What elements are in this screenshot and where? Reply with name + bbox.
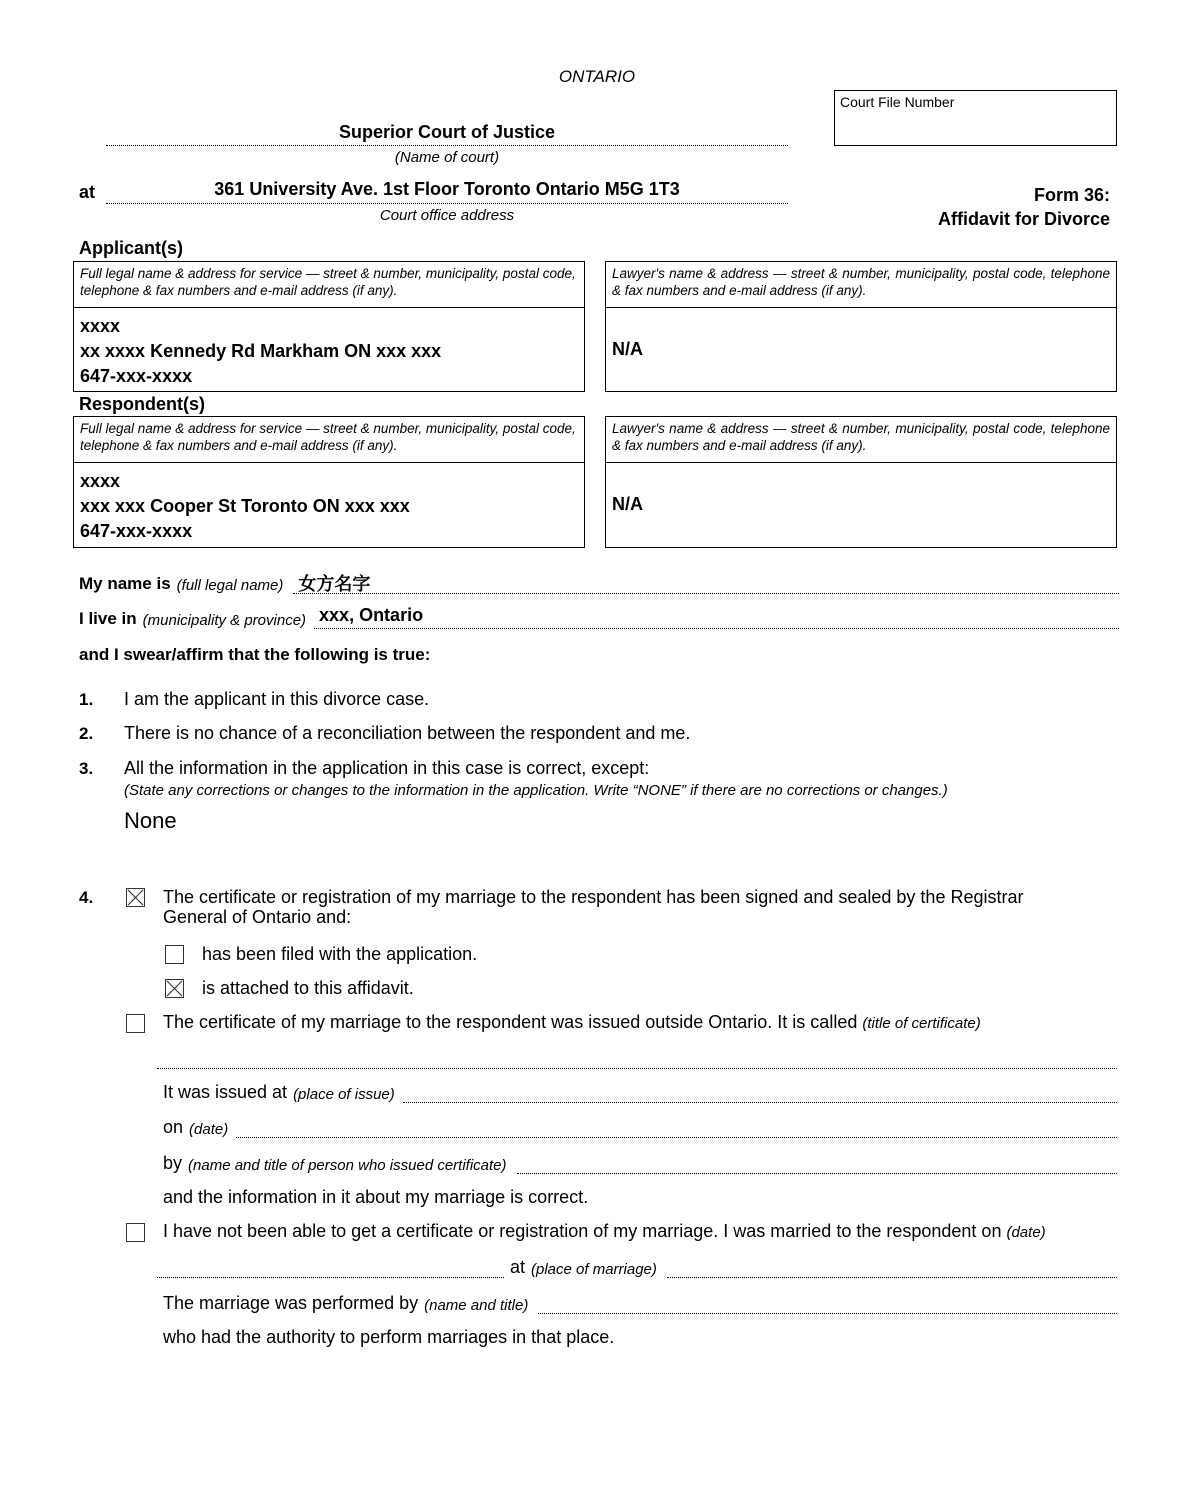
issued-outside-ontario-checkbox[interactable] bbox=[126, 1014, 145, 1033]
issued-by-hint: (name and title of person who issued certificate) bbox=[188, 1157, 507, 1174]
authority-text: who had the authority to perform marriages in that place. bbox=[163, 1327, 615, 1347]
performed-by-hint: (name and title) bbox=[424, 1297, 529, 1314]
issued-outside-ontario-label: The certificate of my marriage to the respondent was issued outside Ontario. It is called bbox=[163, 1012, 858, 1032]
issued-on-row bbox=[163, 1116, 1117, 1138]
officiant-name-field[interactable] bbox=[538, 1292, 1117, 1314]
issued-on-hint: (date) bbox=[189, 1121, 229, 1138]
court-name-caption: (Name of court) bbox=[394, 149, 500, 166]
applicant-lawyer-caption: Lawyer's name & address — street & number, municipality, postal code, telephone & fax numbers and e-mail address (if any). bbox=[606, 262, 1116, 308]
filed-with-application-checkbox[interactable] bbox=[165, 945, 184, 964]
respondent-party-box bbox=[73, 416, 585, 548]
registrar-certificate-checkbox[interactable] bbox=[126, 888, 145, 907]
item-3-text: All the information in the application in this case is correct, except: bbox=[124, 758, 650, 778]
issue-date-field[interactable] bbox=[236, 1116, 1117, 1138]
respondent-party-caption: Full legal name & address for service — street & number, municipality, postal code, telephone & fax numbers and e-mail address (if any). bbox=[74, 417, 584, 463]
place-of-issue-field[interactable] bbox=[403, 1081, 1117, 1103]
information-correct-text: and the information in it about my marriage is correct. bbox=[163, 1187, 589, 1207]
respondent-name: xxxx bbox=[80, 471, 121, 491]
applicant-party-box bbox=[73, 261, 585, 392]
item-1-number: 1. bbox=[79, 690, 94, 709]
place-of-marriage-hint: (place of marriage) bbox=[531, 1261, 657, 1278]
marriage-date-place-row bbox=[157, 1256, 1117, 1278]
filed-with-application-text: has been filed with the application. bbox=[202, 944, 478, 964]
applicant-lawyer-field[interactable]: N/A bbox=[612, 339, 643, 359]
province-heading: ONTARIO bbox=[558, 67, 636, 86]
issued-by-row bbox=[163, 1152, 1117, 1174]
item-3-corrections-field[interactable]: None bbox=[124, 808, 177, 833]
marriage-date-hint: (date) bbox=[1006, 1224, 1046, 1241]
title-of-certificate-field[interactable] bbox=[157, 1068, 1117, 1069]
issued-at-row bbox=[163, 1081, 1117, 1103]
place-of-marriage-label: at bbox=[510, 1257, 526, 1277]
my-name-label: My name is bbox=[79, 574, 171, 593]
applicant-phone: 647-xxx-xxxx bbox=[80, 366, 193, 386]
applicant-party-caption: Full legal name & address for service — street & number, municipality, postal code, telephone & fax numbers and e-mail address (if any). bbox=[74, 262, 584, 308]
i-live-in-label: I live in bbox=[79, 609, 137, 628]
applicant-lawyer-box bbox=[605, 261, 1117, 392]
registrar-certificate-text-line2: General of Ontario and: bbox=[163, 907, 352, 927]
issued-at-hint: (place of issue) bbox=[293, 1086, 395, 1103]
court-name-field[interactable]: Superior Court of Justice bbox=[106, 122, 788, 146]
marriage-date-field[interactable] bbox=[157, 1256, 504, 1278]
issued-outside-ontario-text bbox=[163, 1012, 981, 1033]
respondent-lawyer-field[interactable]: N/A bbox=[612, 494, 643, 514]
court-file-number-box[interactable] bbox=[834, 90, 1117, 146]
applicant-party-field[interactable] bbox=[74, 308, 584, 395]
item-4-number: 4. bbox=[79, 888, 94, 907]
no-certificate-label: I have not been able to get a certificate or registration of my marriage. I was married to the respondent on bbox=[163, 1221, 1002, 1241]
attached-to-affidavit-checkbox[interactable] bbox=[165, 979, 184, 998]
my-name-hint: (full legal name) bbox=[176, 577, 284, 594]
title-of-certificate-hint: (title of certificate) bbox=[862, 1015, 981, 1032]
registrar-certificate-text-line1: The certificate or registration of my marriage to the respondent has been signed and sealed by the Registrar bbox=[163, 887, 1024, 907]
swear-statement: and I swear/affirm that the following is true: bbox=[79, 645, 431, 664]
item-2-text: There is no chance of a reconciliation between the respondent and me. bbox=[124, 723, 691, 743]
issued-at-label: It was issued at bbox=[163, 1082, 288, 1102]
respondent-section-label: Respondent(s) bbox=[79, 394, 205, 414]
applicant-name: xxxx bbox=[80, 316, 121, 336]
issued-on-label: on bbox=[163, 1117, 184, 1137]
applicant-address: xx xxxx Kennedy Rd Markham ON xxx xxx bbox=[80, 341, 442, 361]
no-certificate-checkbox[interactable] bbox=[126, 1223, 145, 1242]
my-name-row bbox=[79, 570, 1119, 594]
respondent-phone: 647-xxx-xxxx bbox=[80, 521, 193, 541]
issued-by-label: by bbox=[163, 1153, 183, 1173]
checked-x-icon bbox=[166, 980, 183, 997]
no-certificate-text bbox=[163, 1221, 1046, 1242]
form-number: Form 36: bbox=[1033, 185, 1110, 205]
item-3-number: 3. bbox=[79, 759, 94, 778]
registrar-certificate-text bbox=[163, 887, 1023, 927]
court-file-number-label: Court File Number bbox=[840, 94, 955, 110]
respondent-party-field[interactable] bbox=[74, 463, 584, 550]
i-live-in-hint: (municipality & province) bbox=[142, 612, 307, 629]
attached-to-affidavit-text: is attached to this affidavit. bbox=[202, 978, 414, 998]
at-label: at bbox=[79, 182, 96, 202]
i-live-in-row bbox=[79, 605, 1119, 629]
form-title-block bbox=[840, 183, 1110, 231]
place-of-marriage-field[interactable] bbox=[667, 1256, 1117, 1278]
item-1-text: I am the applicant in this divorce case. bbox=[124, 689, 430, 709]
respondent-address: xxx xxx Cooper St Toronto ON xxx xxx bbox=[80, 496, 410, 516]
item-3-note: (State any corrections or changes to the information in the application. Write “NONE” if there are no corrections or changes.) bbox=[124, 782, 948, 799]
i-live-in-field[interactable]: xxx, Ontario bbox=[314, 605, 1119, 629]
respondent-lawyer-box bbox=[605, 416, 1117, 548]
court-office-address-field[interactable]: 361 University Ave. 1st Floor Toronto Ontario M5G 1T3 bbox=[106, 179, 788, 204]
issuer-name-field[interactable] bbox=[517, 1152, 1117, 1174]
performed-by-row bbox=[163, 1292, 1117, 1314]
applicant-section-label: Applicant(s) bbox=[79, 238, 184, 258]
checked-x-icon bbox=[127, 889, 144, 906]
court-office-address-caption: Court office address bbox=[379, 207, 515, 224]
performed-by-label: The marriage was performed by bbox=[163, 1293, 419, 1313]
respondent-lawyer-caption: Lawyer's name & address — street & number, municipality, postal code, telephone & fax numbers and e-mail address (if any). bbox=[606, 417, 1116, 463]
item-2-number: 2. bbox=[79, 724, 94, 743]
form-title: Affidavit for Divorce bbox=[937, 209, 1110, 229]
my-name-field[interactable]: 女方名字 bbox=[293, 570, 1119, 594]
